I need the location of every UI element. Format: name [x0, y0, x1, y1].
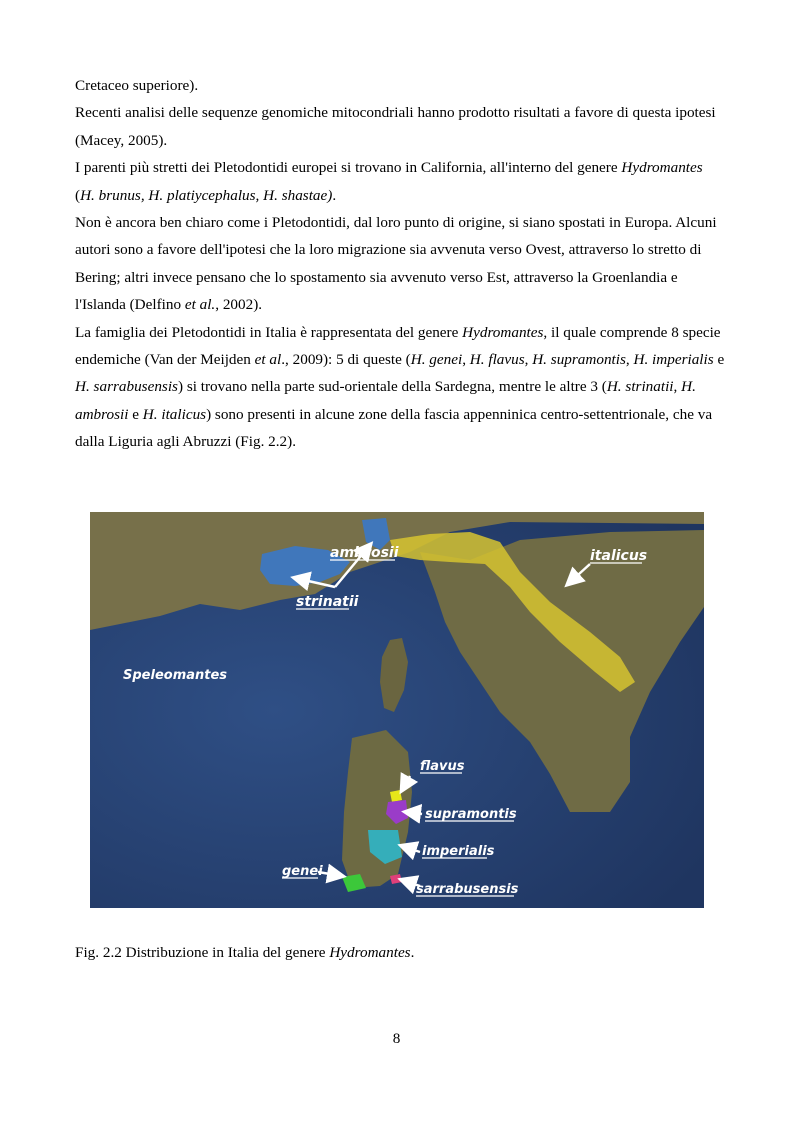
label-flavus: flavus	[420, 759, 465, 774]
paragraph: Non è ancora ben chiaro come i Pletodontidi, dal loro punto di origine, si siano spostati in Europa. Alcuni autori sono a favore dell'ipotesi che la loro migrazione sia avvenuta verso Ovest, attraverso lo stretto di Bering; altri invece pensano che lo spostamento sia avvenuto verso Est, attraverso la Groenlandia e l'Islanda (Delfino et al., 2002).	[75, 214, 717, 314]
label-ambrosii: ambrosii	[330, 545, 399, 561]
page-number: 8	[392, 1030, 401, 1047]
label-italicus: italicus	[590, 548, 648, 564]
label-supramontis: supramontis	[425, 807, 517, 822]
figure-caption: Fig. 2.2 Distribuzione in Italia del genere Hydromantes.	[75, 944, 415, 961]
distribution-map	[90, 512, 704, 908]
body-text	[75, 72, 725, 456]
paragraph: Recenti analisi delle sequenze genomiche mitocondriali hanno prodotto risultati a favore di questa ipotesi (Macey, 2005).	[75, 104, 716, 149]
map-svg	[90, 512, 704, 908]
paragraph: Cretaceo superiore).	[75, 77, 199, 94]
area-flavus	[390, 790, 402, 802]
paragraph: La famiglia dei Pletodontidi in Italia è rappresentata del genere Hydromantes, il quale comprende 8 specie endemiche (Van der Meijden et al., 2009): 5 di queste (H. genei, H. flavus, H. supramontis, H. imperialis e H. sarrabusensis) si trovano nella parte sud-orientale della Sardegna, mentre le altre 3 (H. strinatii, H. ambrosii e H. italicus) sono presenti in alcune zone della fascia appenninica centro-settentrionale, che va dalla Liguria agli Abruzzi (Fig. 2.2).	[75, 323, 725, 451]
label-sarrabusensis: sarrabusensis	[416, 882, 519, 897]
label-strinatii: strinatii	[296, 594, 359, 610]
label-genei: genei	[282, 864, 323, 879]
label-speleomantes: Speleomantes	[123, 668, 228, 683]
label-imperialis: imperialis	[422, 844, 495, 859]
paragraph: I parenti più stretti dei Pletodontidi europei si trovano in California, all'interno del genere Hydromantes (H. brunus, H. platiycephalus, H. shastae).	[75, 159, 703, 204]
